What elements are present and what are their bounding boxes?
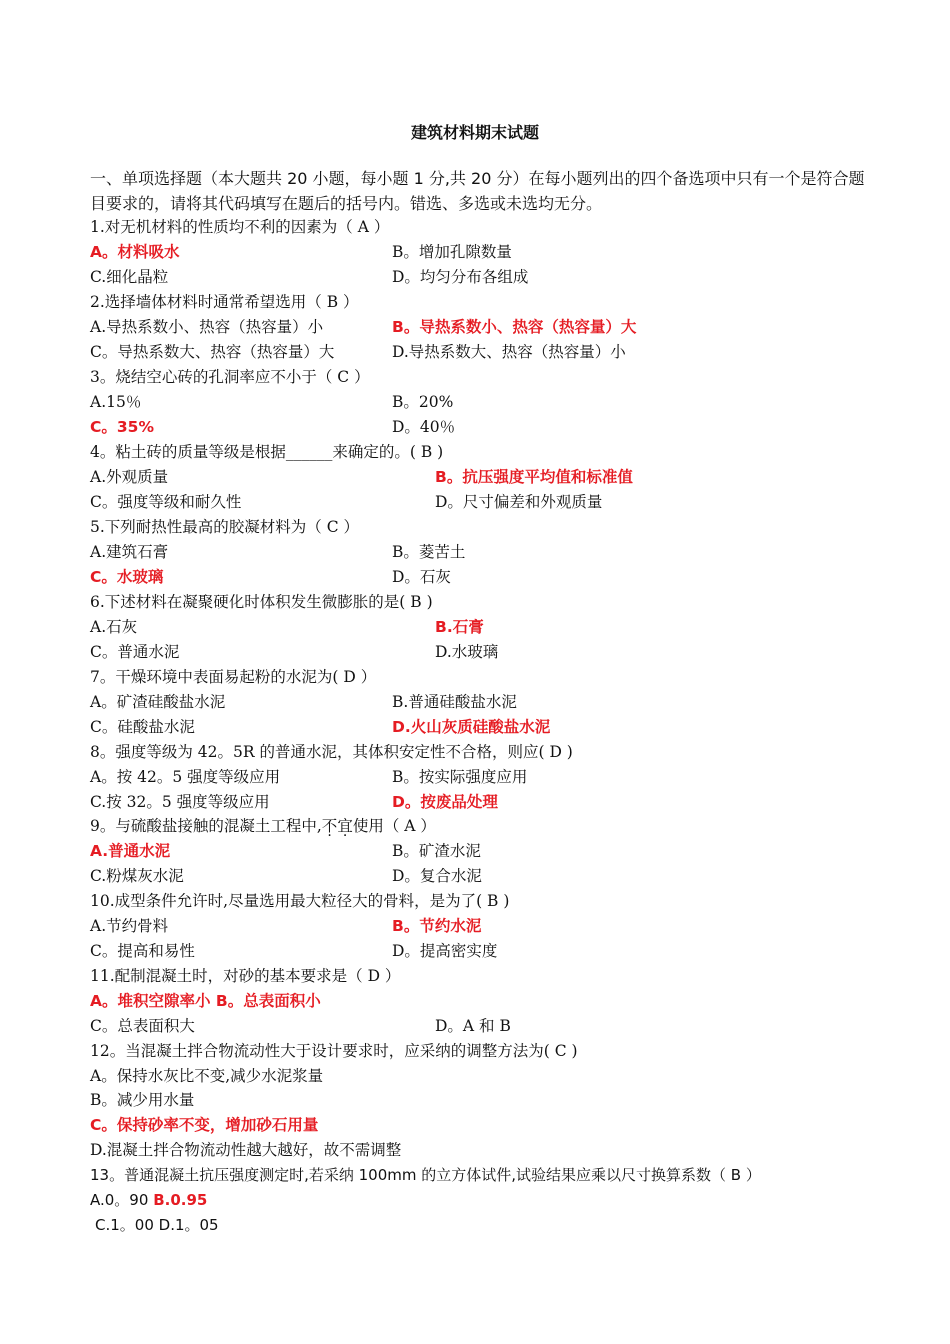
- question-2-option-a: A.导热系数小、热容（热容量）小: [90, 318, 324, 336]
- question-3-option-b: B。20%: [392, 393, 454, 411]
- question-8-option-b: B。按实际强度应用: [392, 768, 528, 786]
- question-2-option-b: B。导热系数小、热容（热容量）大: [392, 318, 637, 336]
- question-12-stem: 12。当混凝土拌合物流动性大于设计要求时，应采纳的调整方法为( C ): [90, 1042, 578, 1060]
- question-4-option-c: C。强度等级和耐久性: [90, 493, 242, 511]
- question-11-option-d: D。A 和 B: [435, 1017, 511, 1035]
- question-1-option-d: D。均匀分布各组成: [392, 268, 529, 286]
- document-title: 建筑材料期末试题: [410, 123, 539, 142]
- emphasis-dot-mark: 宜: [337, 817, 353, 835]
- question-11-option-c: C。总表面积大: [90, 1017, 195, 1035]
- question-9-stem: [90, 814, 436, 839]
- question-5-option-a: A.建筑石膏: [90, 543, 169, 561]
- question-3-option-a: A.15％: [90, 393, 142, 411]
- question-4-option-b: B。抗压强度平均值和标准值: [435, 468, 633, 486]
- question-13-option-cd: C.1。00 D.1。05: [95, 1216, 219, 1234]
- question-4-option-a: A.外观质量: [90, 468, 169, 486]
- question-9-option-b: B。矿渣水泥: [392, 842, 481, 860]
- question-3-stem: 3。烧结空心砖的孔洞率应不小于（ C ）: [90, 368, 370, 386]
- question-7-stem: 7。干燥环境中表面易起粉的水泥为( D ）: [90, 668, 377, 686]
- question-6-stem: 6.下述材料在凝聚硬化时体积发生微膨胀的是( B ): [90, 593, 433, 611]
- question-7-option-a: A。矿渣硅酸盐水泥: [90, 693, 226, 711]
- question-12-option-a: A。保持水灰比不变,减少水泥浆量: [90, 1067, 324, 1085]
- question-10-stem: 10.成型条件允许时,尽量选用最大粒径大的骨料，是为了( B ): [90, 892, 510, 910]
- emphasis-dot-mark: 不: [321, 817, 338, 835]
- question-3-option-c: C。35%: [90, 418, 154, 436]
- question-8-option-a: A。按 42。5 强度等级应用: [90, 768, 281, 786]
- question-13-option-b: B.0.95: [153, 1191, 208, 1209]
- question-7-option-d: D.火山灰质硅酸盐水泥: [392, 718, 551, 736]
- question-13-stem: 13。普通混凝土抗压强度测定时,若采纳 100mm 的立方体试件,试验结果应乘以尺寸换算系数（ B ）: [90, 1166, 761, 1184]
- question-4-stem: 4。粘土砖的质量等级是根据______来确定的。( B ): [90, 443, 444, 461]
- question-6-option-b: B.石膏: [435, 618, 484, 636]
- question-5-stem: 5.下列耐热性最高的胶凝材料为（ C ）: [90, 518, 360, 536]
- question-3-option-d: D。40％: [392, 418, 456, 436]
- question-8-stem: 8。强度等级为 42。5R 的普通水泥，其体积安定性不合格，则应( D ): [90, 743, 573, 761]
- question-10-option-a: A.节约骨料: [90, 917, 169, 935]
- question-7-option-b: B.普通硅酸盐水泥: [392, 693, 517, 711]
- question-13-options-line: [90, 1188, 207, 1213]
- question-9-option-d: D。复合水泥: [392, 867, 482, 885]
- question-2-stem: 2.选择墙体材料时通常希望选用（ B ）: [90, 293, 359, 311]
- question-10-option-b: B。节约水泥: [392, 917, 482, 935]
- question-2-option-c: C。导热系数大、热容（热容量）大: [90, 343, 335, 361]
- question-11-option-ab: A。堆积空隙率小 B。总表面积小: [90, 992, 321, 1010]
- question-13-option-a: A.0。90: [90, 1191, 149, 1209]
- question-1-option-c: C.细化晶粒: [90, 268, 169, 286]
- question-5-option-b: B。菱苦土: [392, 543, 466, 561]
- question-6-option-d: D.水玻璃: [435, 643, 499, 661]
- question-5-option-c: C。水玻璃: [90, 568, 164, 586]
- question-11-stem: 11.配制混凝土时，对砂的基本要求是（ D ）: [90, 967, 401, 985]
- question-12-option-b: B。减少用水量: [90, 1091, 195, 1109]
- question-6-option-c: C。普通水泥: [90, 643, 180, 661]
- question-2-option-d: D.导热系数大、热容（热容量）小: [392, 343, 626, 361]
- question-1-option-a: A。材料吸水: [90, 243, 180, 261]
- question-9-stem-suffix: 使用（ A ）: [352, 817, 436, 835]
- question-7-option-c: C。硅酸盐水泥: [90, 718, 195, 736]
- question-9-option-c: C.粉煤灰水泥: [90, 867, 184, 885]
- question-8-option-c: C.按 32。5 强度等级应用: [90, 793, 270, 811]
- question-1-stem: 1.对无机材料的性质均不利的因素为（ A ）: [90, 218, 390, 236]
- question-4-option-d: D。尺寸偏差和外观质量: [435, 493, 603, 511]
- question-9-option-a: A.普通水泥: [90, 842, 171, 860]
- question-12-option-c: C。保持砂率不变，增加砂石用量: [90, 1116, 319, 1134]
- question-6-option-a: A.石灰: [90, 618, 138, 636]
- question-9-stem-prefix: 9。与硫酸盐接触的混凝土工程中,: [90, 817, 322, 835]
- question-1-option-b: B。增加孔隙数量: [392, 243, 512, 261]
- question-8-option-d: D。按废品处理: [392, 793, 498, 811]
- question-5-option-d: D。石灰: [392, 568, 451, 586]
- question-10-option-d: D。提高密实度: [392, 942, 498, 960]
- question-12-option-d: D.混凝土拌合物流动性越大越好，故不需调整: [90, 1141, 402, 1159]
- question-10-option-c: C。提高和易性: [90, 942, 195, 960]
- section-instructions: 一、单项选择题（本大题共 20 小题，每小题 1 分,共 20 分）在每小题列出的四个备选项中只有一个是符合题目要求的，请将其代码填写在题后的括号内。错选、多选或未选均无分。: [90, 169, 865, 213]
